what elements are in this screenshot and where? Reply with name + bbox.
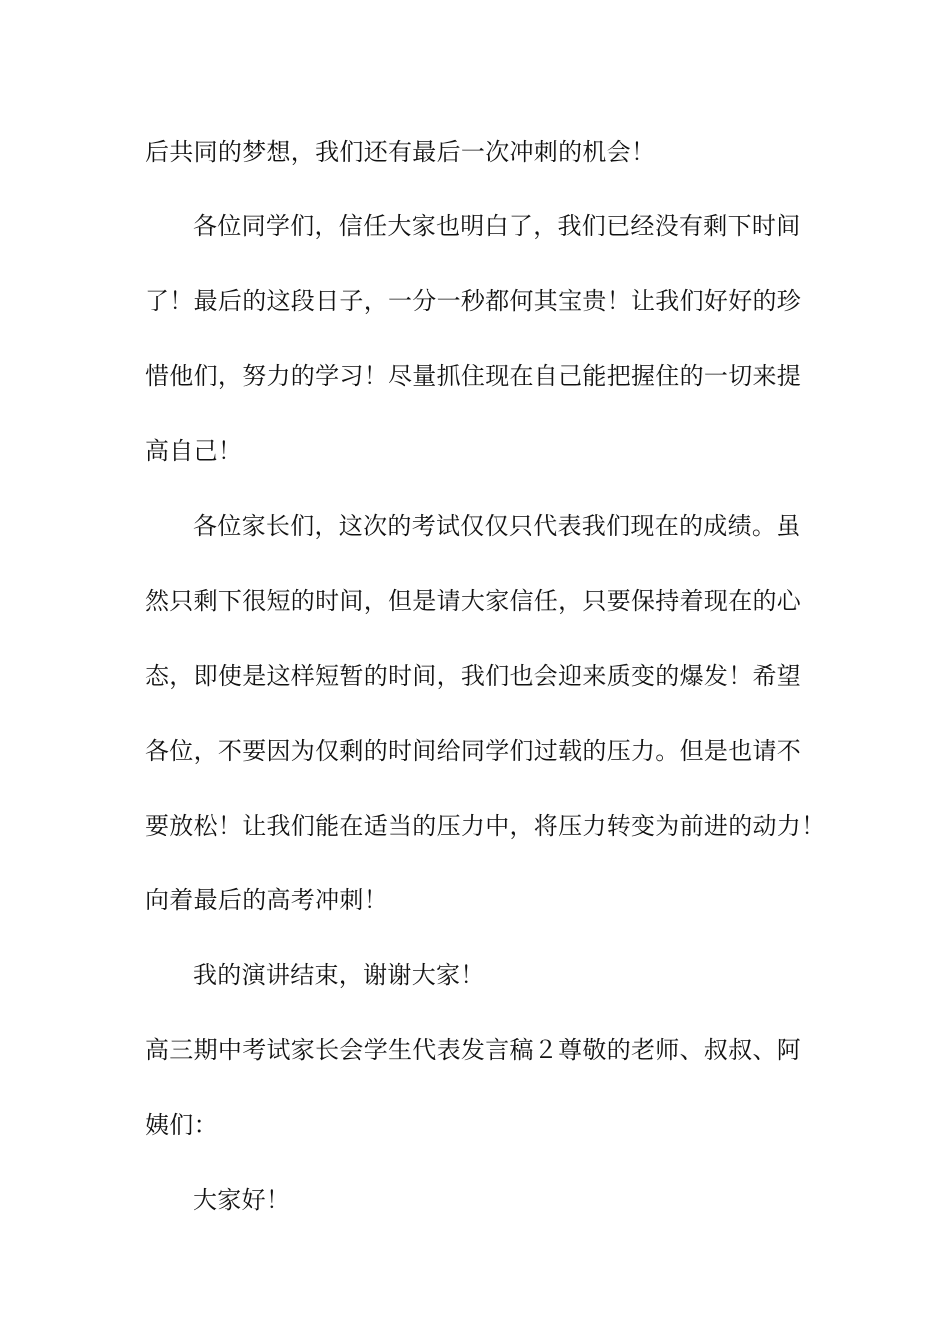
text-line: 后共同的梦想，我们还有最后一次冲刺的机会！ — [145, 138, 656, 166]
text-line: 惜他们，努力的学习！尽量抓住现在自己能把握住的一切来提 — [145, 362, 802, 390]
text-line: 高自己！ — [145, 437, 243, 465]
greeting-line: 大家好！ — [193, 1186, 291, 1214]
paragraph-start-line: 各位家长们，这次的考试仅仅只代表我们现在的成绩。虽 — [193, 512, 801, 540]
paragraph-start-line: 我的演讲结束，谢谢大家！ — [193, 961, 485, 989]
text-line: 姨们： — [145, 1111, 218, 1139]
text-line: 了！最后的这段日子，一分一秒都何其宝贵！让我们好好的珍 — [145, 287, 802, 315]
text-line: 要放松！让我们能在适当的压力中，将压力转变为前进的动力！ — [145, 812, 826, 840]
text-line: 态，即使是这样短暂的时间，我们也会迎来质变的爆发！希望 — [145, 662, 802, 690]
text-line: 然只剩下很短的时间，但是请大家信任，只要保持着现在的心 — [145, 587, 802, 615]
text-line: 向着最后的高考冲刺！ — [145, 886, 388, 914]
text-line: 各位，不要因为仅剩的时间给同学们过载的压力。但是也请不 — [145, 737, 802, 765]
paragraph-start-line: 各位同学们，信任大家也明白了，我们已经没有剩下时间 — [193, 212, 801, 240]
section-title-line: 高三期中考试家长会学生代表发言稿２尊敬的老师、叔叔、阿 — [145, 1036, 802, 1064]
